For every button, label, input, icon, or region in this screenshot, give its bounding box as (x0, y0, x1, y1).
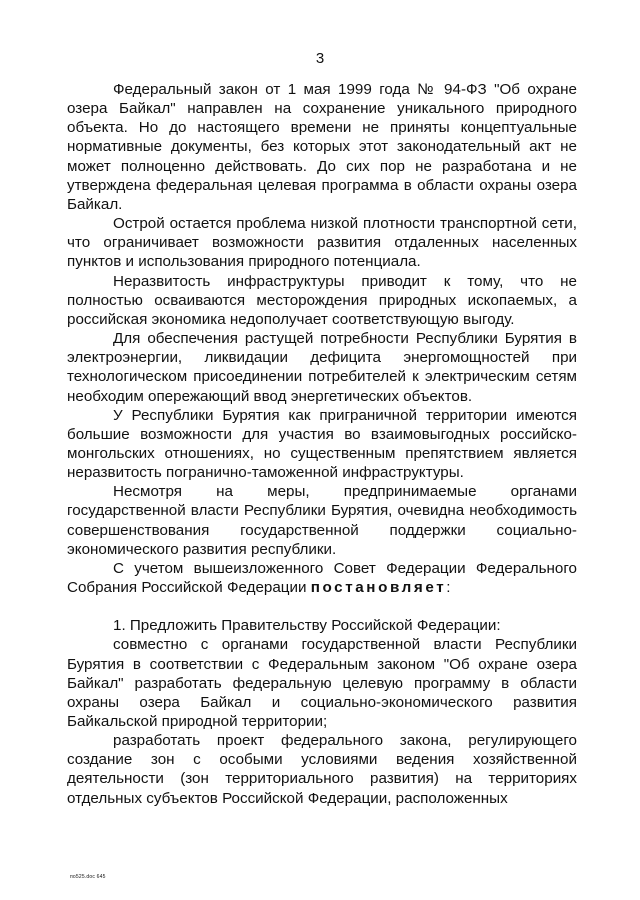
resolution-intro: С учетом вышеизложенного Совет Федерации Федерального Собрания Российской Федерации (67, 559, 577, 597)
document-footer-code: по525.doc 645 (70, 874, 106, 880)
item-1-heading: 1. Предложить Правительству Российской Федерации: (113, 617, 501, 635)
paragraph-border-relations: У Республики Бурятия как приграничной территории имеются большие возможности для участия во взаимовыгодных российско-монгольских отношениях, но существенным препятствием является неразвитость погранично-таможенной инфраструктуры. (67, 406, 577, 482)
paragraph-baikal-law: Федеральный закон от 1 мая 1999 года № 94-ФЗ "Об охране озера Байкал" направлен на сохранение уникального природного объекта. Но до настоящего времени не приняты концептуальные нормативные документы, без которых этот законодательный акт не может полноценно действовать. До сих пор не разработана и не утверждена федеральная целевая программа в области охраны озера Байкал. (67, 81, 577, 213)
paragraph-transport-network: Острой остается проблема низкой плотности транспортной сети, что ограничивает возможности развития отдаленных населенных пунктов и использования природного потенциала. (67, 215, 577, 271)
resolution-colon: : (446, 579, 451, 597)
resolution-keyword: постановляет (310, 579, 447, 597)
paragraph-energy: Для обеспечения растущей потребности Республики Бурятия в электроэнергии, ликвидации дефицита энергомощностей при технологическом присоединении потребителей к электрическим сетям необходим опережающий ввод энергетических объектов. (67, 330, 577, 405)
document-body (67, 80, 577, 808)
paragraph-state-support: Несмотря на меры, предпринимаемые органами государственной власти Республики Бурятия, очевидна необходимость совершенствования государственной поддержки социально-экономического развития республики. (67, 483, 577, 558)
paragraph-infrastructure: Неразвитость инфраструктуры приводит к тому, что не полностью осваиваются месторождения природных ископаемых, а российская экономика недополучает соответствующую выгоду. (67, 272, 577, 328)
item-1-sub-program: совместно с органами государственной власти Республики Бурятия в соответствии с Федеральным законом "Об охране озера Байкал" разработать федеральную целевую программу в области охраны озера Байкал и социально-экономического развития Байкальской природной территории; (67, 636, 577, 730)
item-1-sub-federal-law: разработать проект федерального закона, регулирующего создание зон с особыми условиями ведения хозяйственной деятельности (зон территориального развития) на территориях отдельных субъектов Российской Федерации, расположенных (67, 732, 577, 807)
resolution-paragraph (67, 559, 577, 597)
page-number: 3 (315, 50, 325, 67)
